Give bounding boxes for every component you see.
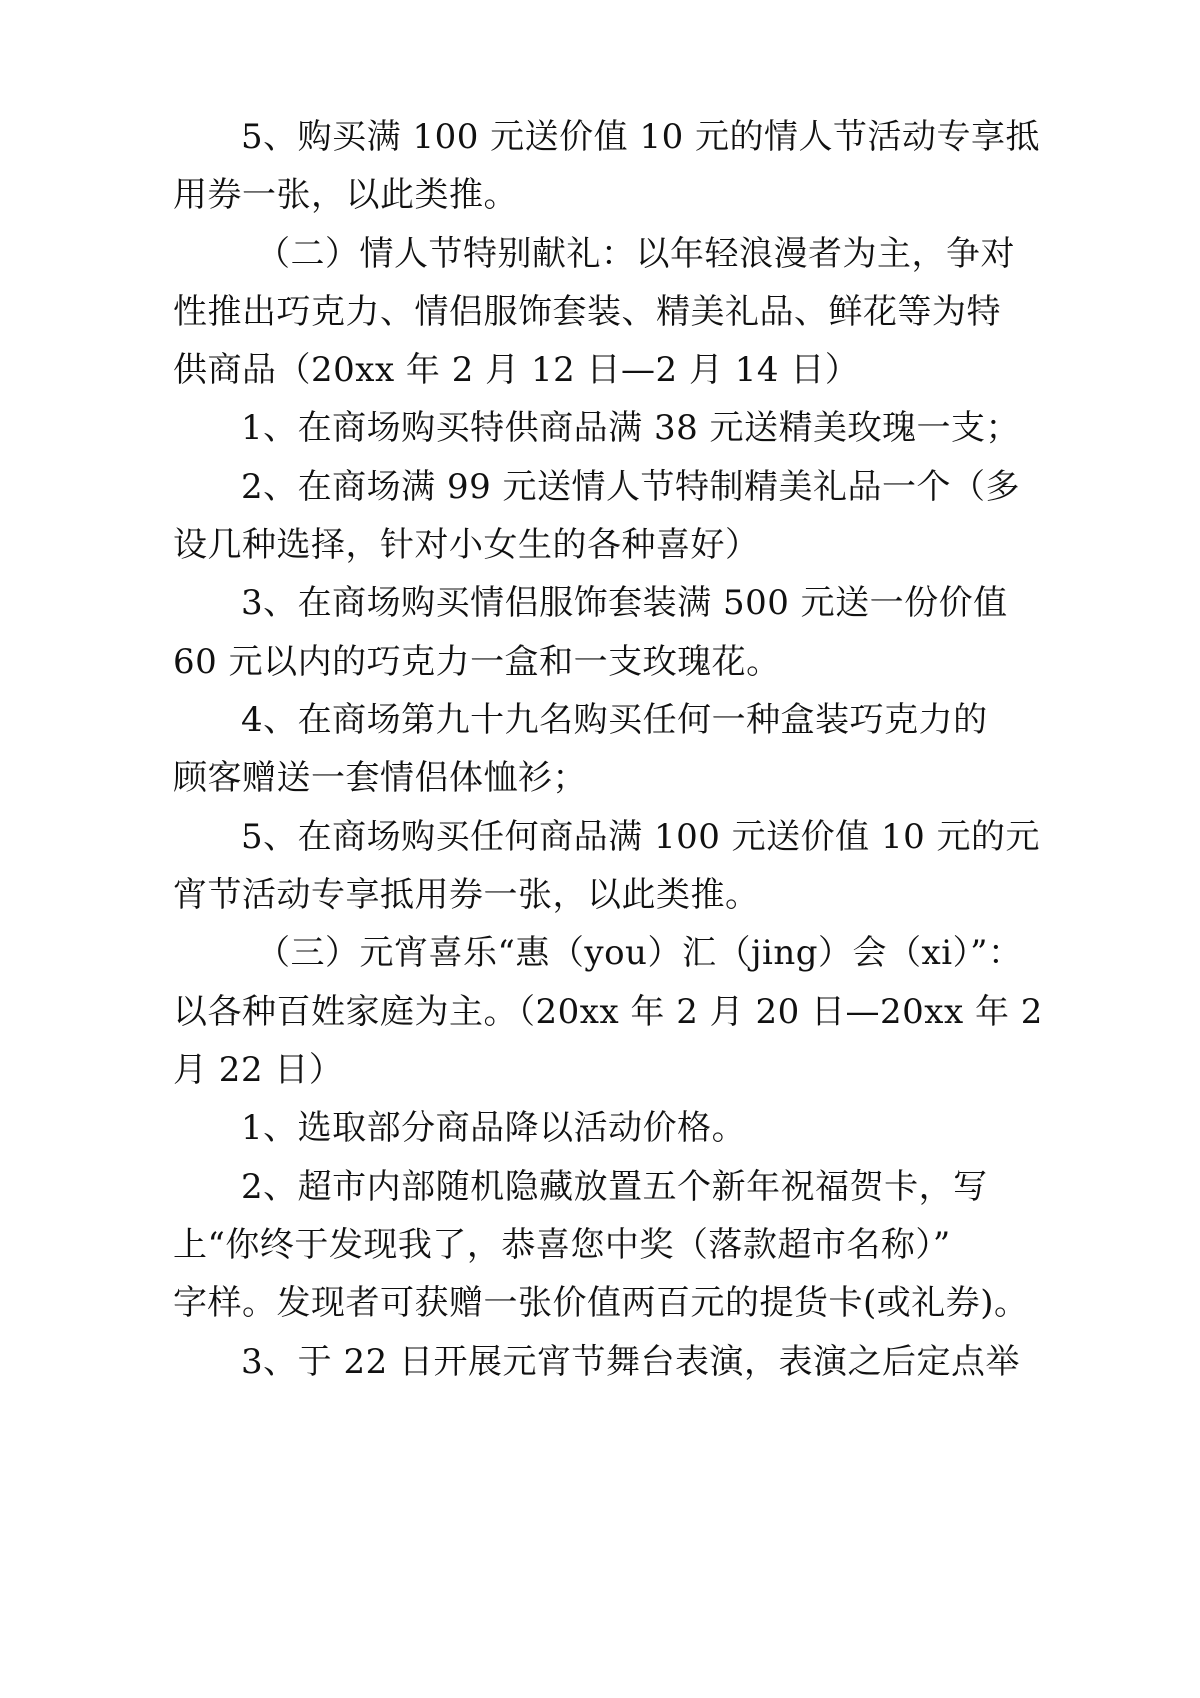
section-heading-line: （二）情人节特别献礼：以年轻浪漫者为主，争对	[256, 234, 1015, 274]
paragraph-line: 月 22 日）	[173, 1050, 344, 1090]
paragraph-line: 宵节活动专享抵用券一张，以此类推。	[173, 875, 760, 915]
paragraph-line: 60 元以内的巧克力一盒和一支玫瑰花。	[173, 642, 781, 682]
list-item-line: 2、在商场满 99 元送情人节特制精美礼品一个（多	[241, 467, 1021, 507]
paragraph-line: 5、购买满 100 元送价值 10 元的情人节活动专享抵	[241, 117, 1041, 157]
paragraph-line: 以各种百姓家庭为主。（20xx 年 2 月 20 日—20xx 年 2	[173, 992, 1043, 1032]
list-item-line: 2、超市内部随机隐藏放置五个新年祝福贺卡，写	[241, 1167, 988, 1207]
list-item-line: 1、选取部分商品降以活动价格。	[241, 1108, 747, 1148]
paragraph-line: 顾客赠送一套情侣体恤衫；	[173, 758, 587, 798]
list-item-line: 5、在商场购买任何商品满 100 元送价值 10 元的元	[241, 817, 1041, 857]
paragraph-line: 供商品（20xx 年 2 月 12 日—2 月 14 日）	[173, 350, 860, 390]
paragraph-line: 性推出巧克力、情侣服饰套装、精美礼品、鲜花等为特	[173, 292, 1001, 332]
paragraph-line: 字样。发现者可获赠一张价值两百元的提货卡(或礼券)。	[173, 1283, 1029, 1323]
list-item-line: 4、在商场第九十九名购买任何一种盒装巧克力的	[241, 700, 988, 740]
section-heading-line: （三）元宵喜乐“惠（you）汇（jing）会（xi）”：	[256, 933, 1023, 973]
paragraph-line: 用券一张，以此类推。	[173, 175, 518, 215]
list-item-line: 3、于 22 日开展元宵节舞台表演，表演之后定点举	[241, 1342, 1021, 1382]
list-item-line: 1、在商场购买特供商品满 38 元送精美玫瑰一支；	[241, 408, 1021, 448]
paragraph-line: 上“你终于发现我了，恭喜您中奖（落款超市名称）”	[173, 1225, 951, 1265]
paragraph-line: 设几种选择，针对小女生的各种喜好）	[173, 525, 760, 565]
list-item-line: 3、在商场购买情侣服饰套装满 500 元送一份价值	[241, 583, 1008, 623]
